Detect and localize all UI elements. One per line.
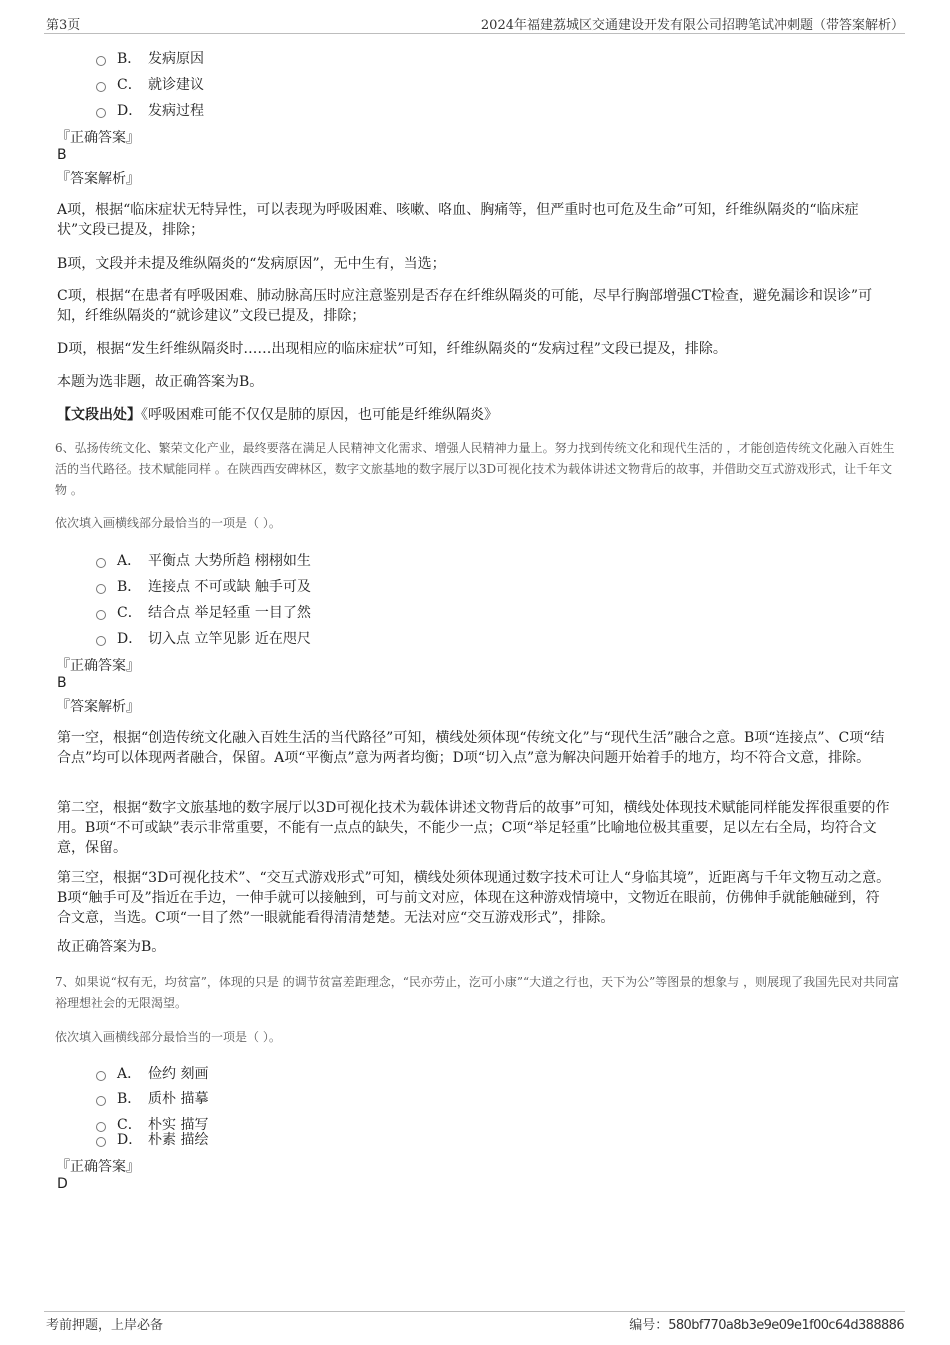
q6-analysis-2: 第二空，根据“数字文旅基地的数字展厅以3D可视化技术为载体讲述文物背后的故事”可知，横线处体现技术赋能同样能发挥很重要的作用。B项“不可或缺”表示非常重要，不能有一点点的缺失，不能少一点；C项“举足轻重”比喻地位极其重要，足以左右全局，均符合文意，保留。: [57, 800, 890, 856]
q7-answer-label: 『正确答案』: [56, 1159, 140, 1175]
source-label: 【文段出处】: [57, 407, 141, 423]
q6-analysis-1: 第一空，根据“创造传统文化融入百姓生活的当代路径”可知，横线处须体现“传统文化”与“现代生活”融合之意。B项“连接点”、C项“结合点”均可以体现两者融合，保留。A项“平衡点”意为两者均衡；D项“切入点”意为解决问题开始着手的地方，均不符合文意，排除。: [57, 730, 885, 766]
q5-option-c[interactable]: C． 就诊建议: [96, 74, 204, 94]
footer-slogan: 考前押题，上岸必备: [46, 1318, 164, 1333]
footer-code-value: 580bf770a8b3e9e09e1f00c64d388886: [668, 1318, 904, 1333]
header-divider: [44, 33, 905, 34]
radio-icon[interactable]: [96, 1071, 106, 1081]
q7-option-d[interactable]: D． 朴素 描绘: [96, 1129, 208, 1149]
page-number: 第3页: [46, 18, 81, 33]
q6-prompt: 依次填入画横线部分最恰当的一项是（ ）。: [55, 516, 281, 530]
q5-analysis-label: 『答案解析』: [56, 171, 140, 187]
q5-analysis-a: A项，根据“临床症状无特异性，可以表现为呼吸困难、咳嗽、咯血、胸痛等，但严重时也可危及生命”可知，纤维纵隔炎的“临床症状”文段已提及，排除；: [57, 202, 859, 238]
q5-analysis-d: D项，根据“发生纤维纵隔炎时……出现相应的临床症状”可知，纤维纵隔炎的“发病过程”文段已提及，排除。: [57, 341, 727, 357]
source-text: 《呼吸困难可能不仅仅是肺的原因，也可能是纤维纵隔炎》: [141, 407, 498, 423]
radio-icon[interactable]: [96, 610, 106, 620]
q7-prompt: 依次填入画横线部分最恰当的一项是（ ）。: [55, 1030, 281, 1044]
radio-icon[interactable]: [96, 636, 106, 646]
q6-analysis-3: 第三空，根据“3D可视化技术”、“交互式游戏形式”可知，横线处须体现通过数字技术可让人“身临其境”，近距离与千年文物互动之意。B项“触手可及”指近在手边，一伸手就可以接触到，可与前文对应，体现在这种游戏情境中，文物近在眼前，仿佛伸手就能触碰到，符合文意，当选。C项“一目了然”一眼就能看得清清楚楚。无法对应“交互游戏形式”，排除。: [57, 870, 891, 926]
q7-question: 7、如果说“权有无，均贫富”，体现的只是 的调节贫富差距理念，“民亦劳止，汔可小康”“大道之行也，天下为公”等图景的想象与 ，则展现了我国先民对共同富裕理想社会的无限渴望。: [55, 975, 900, 1010]
footer-code: [629, 1314, 904, 1333]
q7-option-c[interactable]: C． 朴实 描写: [96, 1114, 208, 1134]
q5-source: [57, 405, 893, 425]
q6-answer: B: [57, 675, 67, 691]
q6-answer-label: 『正确答案』: [56, 658, 140, 674]
q5-conclusion: 本题为选非题，故正确答案为B。: [57, 374, 264, 390]
q6-option-d[interactable]: D． 切入点 立竿见影 近在咫尺: [96, 628, 311, 648]
q7-option-b[interactable]: B． 质朴 描摹: [96, 1088, 208, 1108]
q5-answer: B: [57, 147, 67, 163]
radio-icon[interactable]: [96, 558, 106, 568]
q5-analysis-c: C项，根据“在患者有呼吸困难、肺动脉高压时应注意鉴别是否存在纤维纵隔炎的可能，尽早行胸部增强CT检查，避免漏诊和误诊”可知，纤维纵隔炎的“就诊建议”文段已提及，排除；: [57, 288, 873, 324]
footer-divider: [44, 1311, 905, 1312]
radio-icon[interactable]: [96, 1137, 106, 1147]
q6-conclusion: 故正确答案为B。: [57, 939, 166, 955]
footer-code-label: 编号：: [629, 1318, 669, 1333]
q6-option-b[interactable]: B． 连接点 不可或缺 触手可及: [96, 576, 311, 596]
radio-icon[interactable]: [96, 56, 106, 66]
q5-option-b[interactable]: B． 发病原因: [96, 48, 204, 68]
q5-answer-label: 『正确答案』: [56, 130, 140, 146]
q6-analysis-label: 『答案解析』: [56, 699, 140, 715]
q6-option-a[interactable]: A． 平衡点 大势所趋 栩栩如生: [96, 550, 311, 570]
q6-question: 6、弘扬传统文化、繁荣文化产业，最终要落在满足人民精神文化需求、增强人民精神力量上。努力找到传统文化和现代生活的 ，才能创造传统文化融入百姓生活的当代路径。技术赋能同样 。在陕西西安碑林区，数字文旅基地的数字展厅以3D可视化技术为载体讲述文物背后的故事，并借助交互式游戏形式，让千年文物 。: [55, 441, 895, 497]
q6-option-c[interactable]: C． 结合点 举足轻重 一目了然: [96, 602, 311, 622]
q7-option-a[interactable]: A． 俭约 刻画: [96, 1063, 208, 1083]
document-title: 2024年福建荔城区交通建设开发有限公司招聘笔试冲刺题（带答案解析）: [480, 18, 904, 33]
radio-icon[interactable]: [96, 584, 106, 594]
radio-icon[interactable]: [96, 1096, 106, 1106]
radio-icon[interactable]: [96, 108, 106, 118]
q5-analysis-b: B项，文段并未提及维纵隔炎的“发病原因”，无中生有，当选；: [57, 256, 446, 272]
q5-option-d[interactable]: D． 发病过程: [96, 100, 204, 120]
q7-answer: D: [57, 1176, 68, 1192]
radio-icon[interactable]: [96, 82, 106, 92]
